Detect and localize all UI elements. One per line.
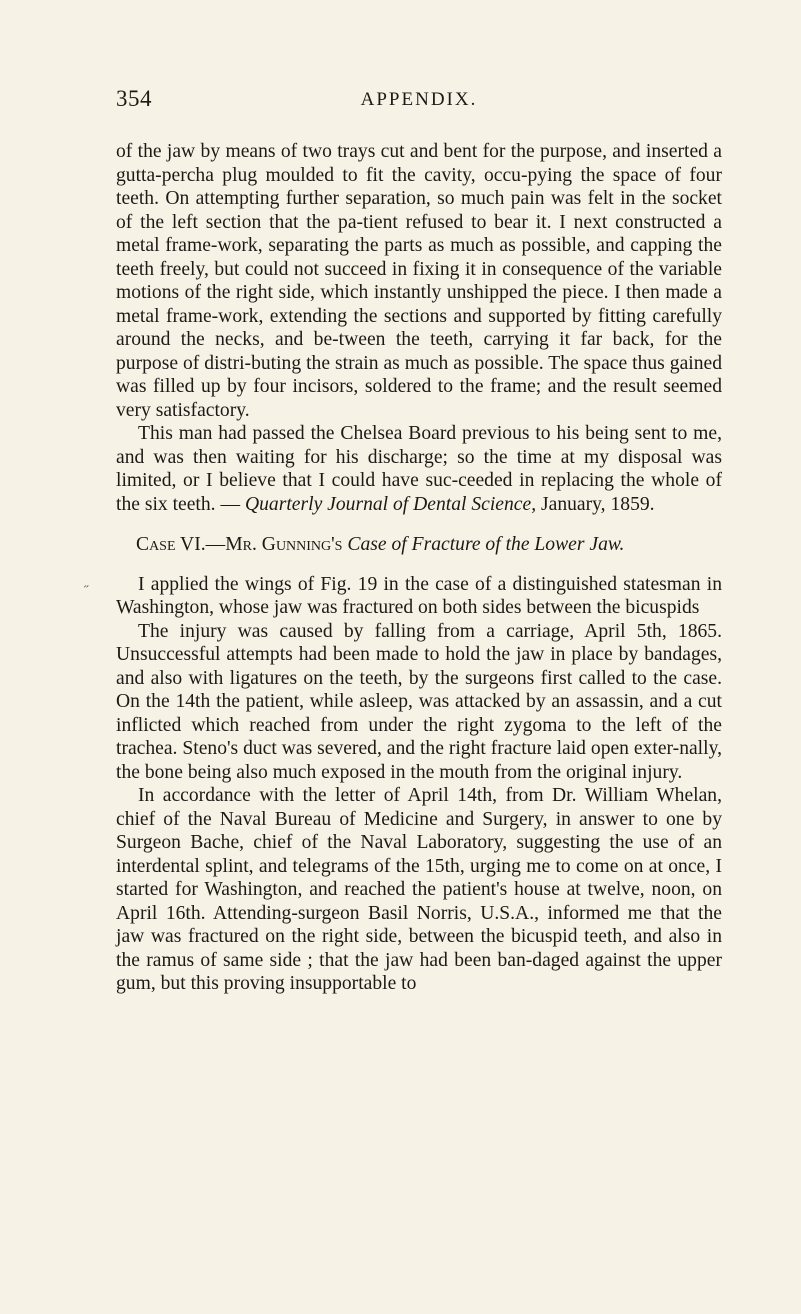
page-number: 354: [116, 86, 152, 111]
body-text: [116, 140, 722, 996]
paragraph-1: of the jaw by means of two trays cut and bent for the purpose, and inserted a gutta-percha plug moulded to fit the cavity, occu-pying the space of four teeth. On attempting further separation, so much pain was felt in the socket of the left section that the pa-tient refused to bear it. I next constructed a metal frame-work, separating the parts as much as possible, and capping the teeth freely, but could not succeed in fixing it in consequence of the variable motions of the right side, which instantly unshipped the piece. I then made a metal frame-work, extending the sections and supported by fitting carefully around the necks, and be-tween the teeth, carrying it far back, for the purpose of distri-buting the strain as much as possible. The space thus gained was filled up by four incisors, soldered to the frame; and the result seemed very satisfactory.: [116, 141, 722, 421]
case-label: Case VI.: [136, 534, 206, 555]
paragraph-3: I applied the wings of Fig. 19 in the case of a distinguished statesman in Washington, whose jaw was fractured on both sides between the bicuspids: [116, 573, 722, 618]
case-author: —Mr. Gunning's: [205, 534, 343, 555]
page-header: [116, 86, 722, 118]
paragraph-4: The injury was caused by falling from a carriage, April 5th, 1865. Unsuccessful attempts had been made to hold the jaw in place by bandages, and also with ligatures on the teeth, by the surgeons first called to the case. On the 14th the patient, while asleep, was attacked by an assassin, and a cut inflicted which reached from under the right zygoma to the left of the trachea. Steno's duct was severed, and the right fracture laid open exter-nally, the bone being also much exposed in the mouth from the original injury.: [116, 620, 722, 783]
margin-mark-icon: ˝: [84, 584, 89, 599]
case-heading: [136, 533, 722, 557]
paragraph-2: [116, 422, 722, 516]
paragraph-5: In accordance with the letter of April 14th, from Dr. William Whelan, chief of the Naval Bureau of Medicine and Surgery, in answer to one by Surgeon Bache, chief of the Naval Laboratory, suggesting the use of an interdental splint, and telegrams of the 15th, urging me to come on at once, I started for Washington, and reached the patient's house at twelve, noon, on April 16th. Attending-surgeon Basil Norris, U.S.A., informed me that the jaw was fractured on the right side, between the bicuspid teeth, and also in the ramus of same side ; that the jaw had been ban-daged against the upper gum, but this proving insupportable to: [116, 785, 722, 994]
source-citation: Quarterly Journal of Dental Science,: [244, 493, 537, 515]
case-title: Case of Fracture of the Lower Jaw.: [347, 534, 625, 555]
paragraph-2-text: This man had passed the Chelsea Board previous to his being sent to me, and was then waiting for his discharge; so the time at my disposal was limited, or I believe that I could have suc-ceeded in replacing the whole of the six teeth. —: [116, 423, 722, 515]
running-head: APPENDIX.: [360, 89, 478, 110]
source-date: January, 1859.: [541, 493, 655, 515]
